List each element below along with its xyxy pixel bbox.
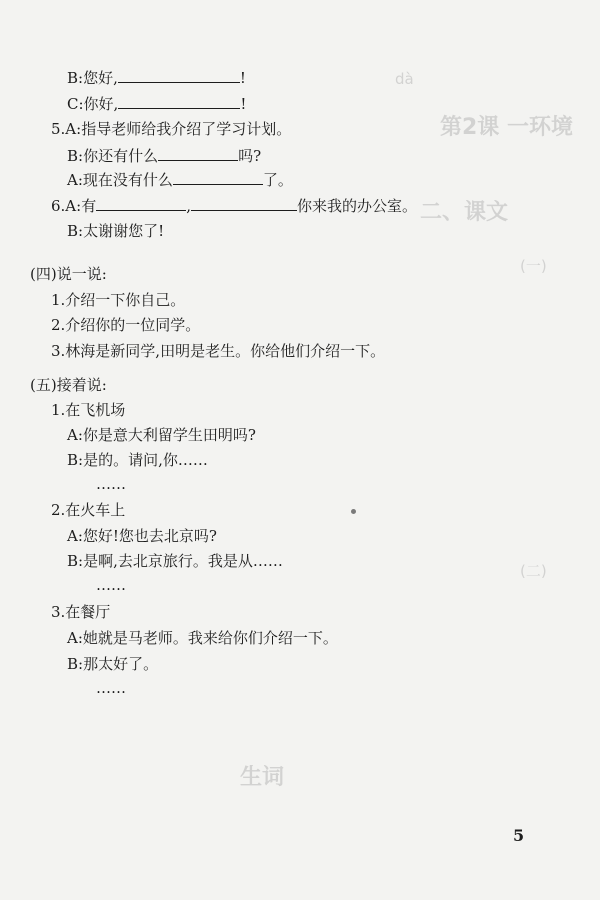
dialogue-line: A:你是意大利留学生田明吗?	[67, 426, 256, 444]
item6-a-middle: ,	[186, 197, 191, 215]
item6-b-text: B:太谢谢您了!	[67, 222, 165, 240]
item4-b-suffix: !	[239, 69, 246, 87]
bleed-through-text: dà	[395, 70, 414, 88]
item5-a2-suffix: 了。	[262, 171, 293, 189]
item6-a-line	[51, 195, 417, 216]
item4-b-line	[67, 67, 246, 88]
dialogue-line: ……	[96, 576, 126, 594]
item5-a2-line	[67, 169, 293, 190]
item6-a-prefix: 6.A:有	[51, 197, 97, 215]
item5-b-line	[67, 145, 261, 166]
section4-heading: (四)说一说:	[30, 265, 107, 283]
item5-a-text: 5.A:指导老师给我介绍了学习计划。	[51, 120, 292, 138]
answer-blank[interactable]	[118, 67, 240, 83]
answer-blank[interactable]	[158, 145, 238, 161]
bleed-through-text: (二)	[520, 562, 547, 580]
item4-c-prefix: C:你好,	[67, 95, 119, 113]
scan-speck	[351, 509, 356, 514]
scene-title: 1.在飞机场	[51, 401, 126, 419]
item4-b-prefix: B:您好,	[67, 69, 118, 87]
dialogue-line: B:是啊,去北京旅行。我是从……	[67, 552, 283, 570]
section4-item: 2.介绍你的一位同学。	[51, 316, 201, 334]
dialogue-line: B:那太好了。	[67, 655, 159, 673]
dialogue-line: A:您好!您也去北京吗?	[67, 527, 217, 545]
scene-title: 3.在餐厅	[51, 603, 111, 621]
item4-c-line	[67, 93, 246, 114]
item6-b-line	[67, 221, 164, 241]
dialogue-line: ……	[96, 475, 126, 493]
answer-blank[interactable]	[173, 169, 263, 185]
answer-blank[interactable]	[96, 195, 186, 211]
section4-item: 3.林海是新同学,田明是老生。你给他们介绍一下。	[51, 342, 386, 360]
bleed-through-text: 生词	[240, 765, 285, 790]
page-number: 5	[513, 826, 525, 845]
item6-a-suffix: 你来我的办公室。	[296, 197, 417, 215]
bleed-through-text: 第2课 一环境	[440, 115, 573, 140]
dialogue-line: B:是的。请问,你……	[67, 451, 208, 469]
bleed-through-text: 二、课文	[420, 200, 509, 225]
item5-a2-prefix: A:现在没有什么	[67, 171, 173, 189]
dialogue-line: ……	[96, 679, 126, 697]
bleed-through-text: (一)	[520, 257, 547, 275]
answer-blank[interactable]	[118, 93, 240, 109]
item4-c-suffix: !	[240, 95, 247, 113]
item5-a-line	[51, 119, 291, 139]
scene-title: 2.在火车上	[51, 501, 126, 519]
item5-b-prefix: B:你还有什么	[67, 147, 159, 165]
section4-item: 1.介绍一下你自己。	[51, 291, 186, 309]
answer-blank[interactable]	[191, 195, 297, 211]
section5-heading: (五)接着说:	[30, 376, 107, 394]
item5-b-suffix: 吗?	[238, 147, 262, 165]
dialogue-line: A:她就是马老师。我来给你们介绍一下。	[67, 629, 338, 647]
